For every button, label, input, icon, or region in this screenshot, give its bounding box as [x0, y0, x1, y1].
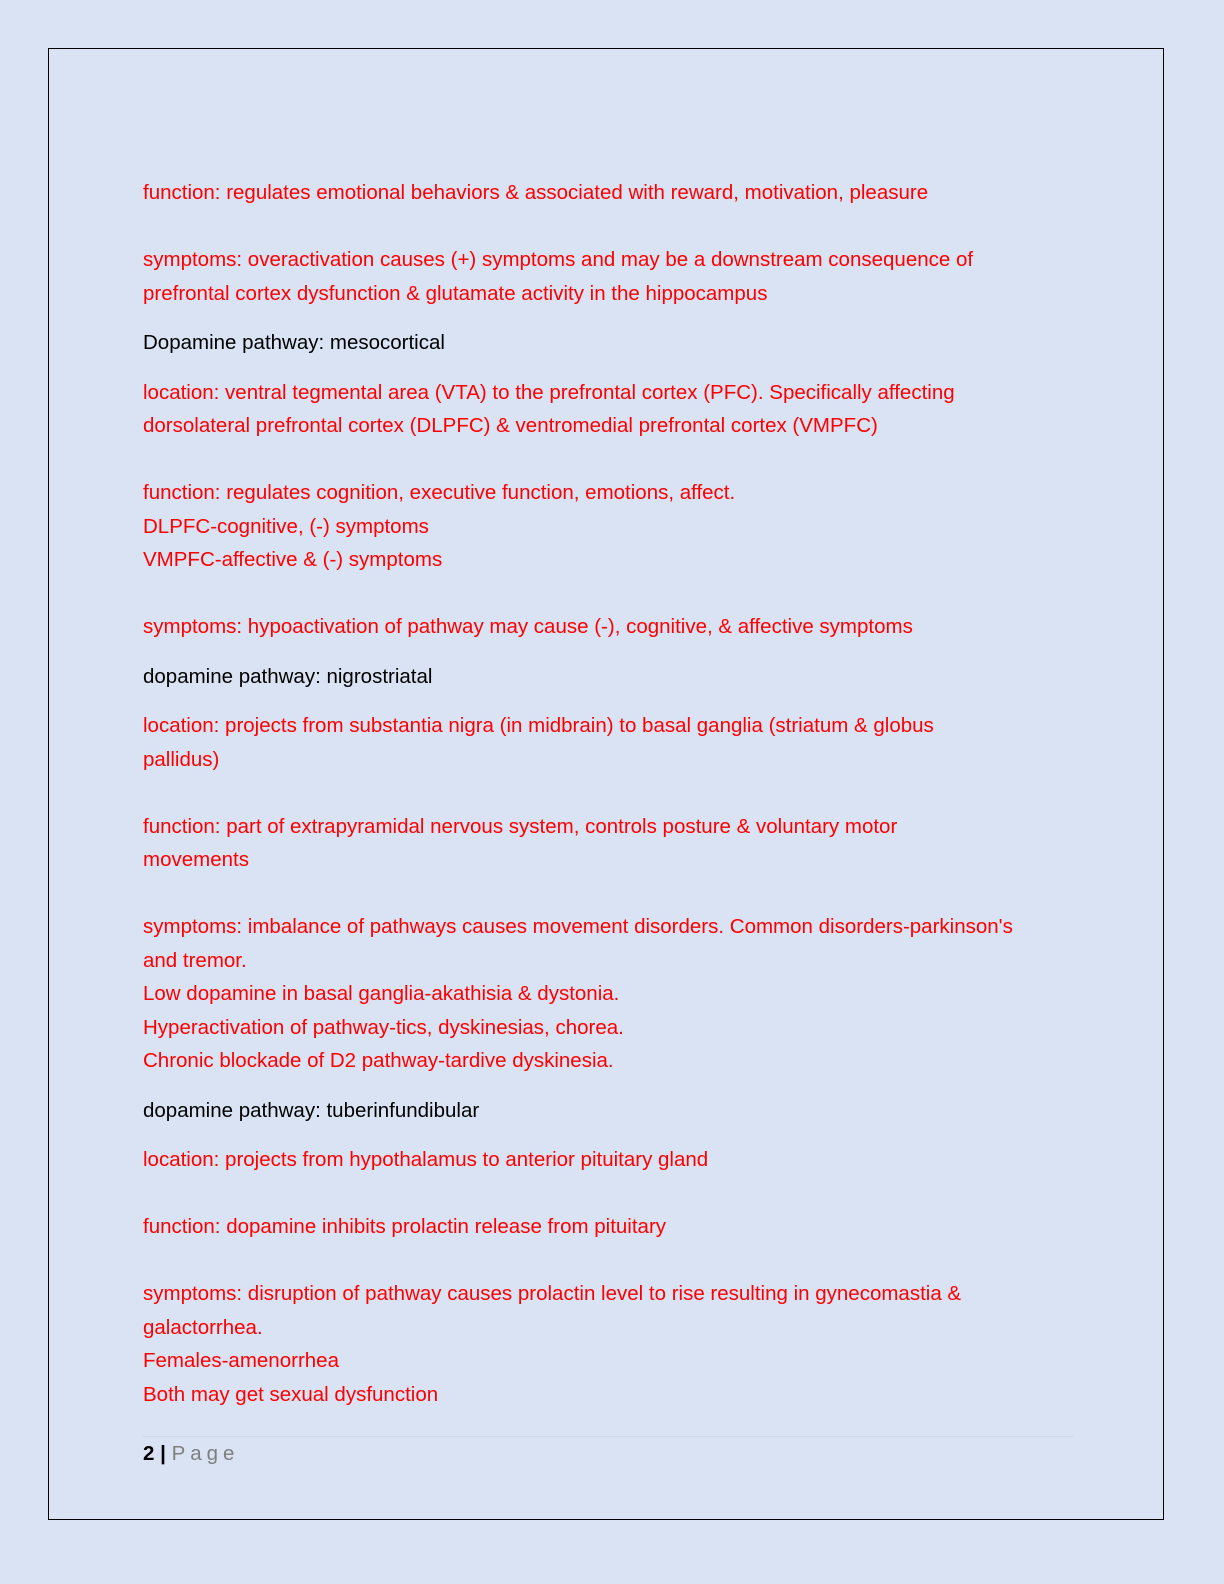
footer-divider	[143, 1436, 1073, 1437]
text-line: galactorrhea.	[143, 1315, 263, 1339]
text-line: function: regulates emotional behaviors & associated with reward, motivation, pleasure	[143, 181, 929, 204]
text-line: location: projects from substantia nigra (in midbrain) to basal ganglia (striatum & globus	[143, 714, 934, 737]
text-line: symptoms: hypoactivation of pathway may cause (-), cognitive, & affective symptoms	[143, 615, 913, 638]
text-line: location: ventral tegmental area (VTA) to the prefrontal cortex (PFC). Specifically affecting	[143, 380, 955, 404]
text-line: function: regulates cognition, executive function, emotions, affect.	[143, 481, 736, 504]
text-line: Low dopamine in basal ganglia-akathisia & dystonia.	[143, 982, 620, 1005]
page-number: 2	[143, 1442, 155, 1465]
text-line: Females-amenorrhea	[143, 1349, 339, 1372]
document-body	[143, 176, 1083, 1411]
section-heading: dopamine pathway: tuberinfundibular	[143, 1098, 480, 1122]
text-line: Both may get sexual dysfunction	[143, 1382, 439, 1406]
text-line: movements	[143, 848, 249, 871]
text-line: DLPFC-cognitive, (-) symptoms	[143, 514, 429, 538]
text-line: Chronic blockade of D2 pathway-tardive dyskinesia.	[143, 1049, 614, 1072]
text-line: pallidus)	[143, 747, 220, 771]
text-line: symptoms: disruption of pathway causes prolactin level to rise resulting in gynecomastia &	[143, 1282, 962, 1305]
text-line: and tremor.	[143, 948, 247, 972]
section-heading: Dopamine pathway: mesocortical	[143, 331, 445, 354]
page-footer	[143, 1439, 239, 1469]
text-line: location: projects from hypothalamus to anterior pituitary gland	[143, 1148, 709, 1171]
text-line: prefrontal cortex dysfunction & glutamate activity in the hippocampus	[143, 281, 768, 305]
text-line: VMPFC-affective & (-) symptoms	[143, 548, 443, 571]
text-line: dorsolateral prefrontal cortex (DLPFC) & ventromedial prefrontal cortex (VMPFC)	[143, 414, 878, 437]
text-line: symptoms: imbalance of pathways causes movement disorders. Common disorders-parkinson's	[143, 915, 1013, 938]
text-line: function: part of extrapyramidal nervous system, controls posture & voluntary motor	[143, 814, 898, 838]
section-heading: dopamine pathway: nigrostriatal	[143, 664, 433, 688]
text-line: function: dopamine inhibits prolactin release from pituitary	[143, 1215, 667, 1238]
text-line: symptoms: overactivation causes (+) symptoms and may be a downstream consequence of	[143, 248, 974, 271]
page-label: Page	[171, 1442, 240, 1465]
footer-separator: |	[160, 1442, 166, 1465]
text-line: Hyperactivation of pathway-tics, dyskinesias, chorea.	[143, 1015, 624, 1039]
